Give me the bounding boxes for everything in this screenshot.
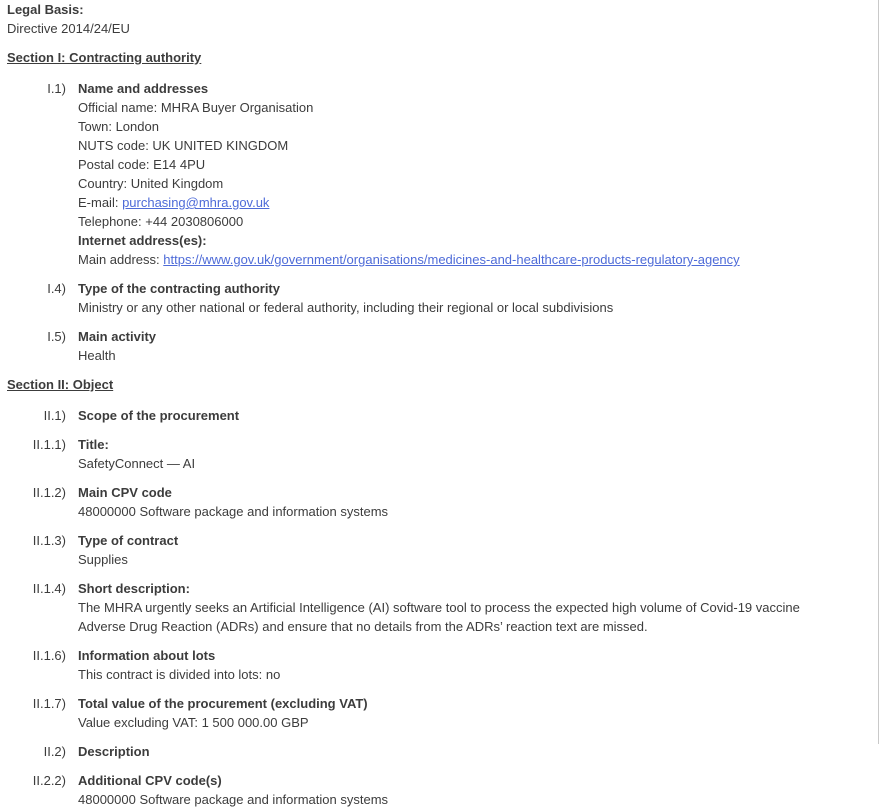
- email-label: E-mail:: [78, 195, 123, 210]
- town-line: Town: London: [78, 119, 159, 134]
- item-number: II.1.1): [32, 437, 66, 452]
- item-heading: Type of the contracting authority: [78, 281, 280, 296]
- email-link[interactable]: purchasing@mhra.gov.uk: [122, 195, 270, 210]
- internet-addresses-heading: Internet address(es):: [78, 233, 207, 248]
- item-number: II.1.3): [32, 533, 66, 548]
- item-heading: Name and addresses: [78, 81, 209, 96]
- item-value: Health: [78, 348, 116, 363]
- item-i1-name-and-addresses: [7, 79, 848, 269]
- item-heading: Main CPV code: [78, 485, 172, 500]
- official-name-line: Official name: MHRA Buyer Organisation: [78, 100, 314, 115]
- item-number: II.1.6): [32, 648, 66, 663]
- main-address-label: Main address:: [78, 252, 164, 267]
- item-ii13-type-of-contract: [7, 531, 848, 569]
- item-value: Ministry or any other national or federal authority, including their regional or local subdivisions: [78, 300, 614, 315]
- item-value: Value excluding VAT: 1 500 000.00 GBP: [78, 715, 309, 730]
- legal-basis-block: [7, 0, 848, 38]
- section-title-object: Section II: Object: [7, 377, 114, 392]
- item-heading: Main activity: [78, 329, 157, 344]
- item-value: 48000000 Software package and information systems: [78, 504, 389, 519]
- main-address-link[interactable]: https://www.gov.uk/government/organisations/medicines-and-healthcare-products-regulatory-agency: [163, 252, 740, 267]
- section-title-contracting-authority: Section I: Contracting authority: [7, 50, 202, 65]
- item-ii12-main-cpv-code: [7, 483, 848, 521]
- item-ii14-short-description: [7, 579, 848, 636]
- item-ii11-title: [7, 435, 848, 473]
- item-value: This contract is divided into lots: no: [78, 667, 281, 682]
- item-ii17-total-value: [7, 694, 848, 732]
- item-number: II.2): [43, 744, 66, 759]
- item-ii1-scope: [7, 406, 848, 425]
- item-ii22-additional-cpv-codes: [7, 771, 848, 809]
- legal-basis-value: Directive 2014/24/EU: [7, 21, 130, 36]
- item-value: 48000000 Software package and information systems: [78, 792, 389, 807]
- item-heading: Information about lots: [78, 648, 216, 663]
- item-heading: Additional CPV code(s): [78, 773, 222, 788]
- telephone-line: Telephone: +44 2030806000: [78, 214, 244, 229]
- item-number: I.1): [47, 81, 66, 96]
- item-ii2-description: [7, 742, 848, 761]
- item-ii16-information-about-lots: [7, 646, 848, 684]
- main-address-line: [78, 250, 840, 269]
- item-value: Supplies: [78, 552, 128, 567]
- item-i4-type-of-contracting-authority: [7, 279, 848, 317]
- postal-code-line: Postal code: E14 4PU: [78, 157, 206, 172]
- email-line: [78, 193, 840, 212]
- item-heading: Title:: [78, 437, 109, 452]
- item-i5-main-activity: [7, 327, 848, 365]
- item-number: I.5): [47, 329, 66, 344]
- item-heading: Scope of the procurement: [78, 408, 240, 423]
- item-heading: Type of contract: [78, 533, 179, 548]
- item-value: The MHRA urgently seeks an Artificial Intelligence (AI) software tool to process the expected high volume of Covid-19 vaccine Adverse Drug Reaction (ADRs) and ensure that no details from the ADRs’ reaction text are missed.: [78, 600, 800, 634]
- nuts-code-line: NUTS code: UK UNITED KINGDOM: [78, 138, 289, 153]
- legal-basis-label: Legal Basis:: [7, 2, 84, 17]
- item-number: I.4): [47, 281, 66, 296]
- item-number: II.1.7): [32, 696, 66, 711]
- item-heading: Description: [78, 744, 150, 759]
- item-number: II.1.4): [32, 581, 66, 596]
- item-number: II.1): [43, 408, 66, 423]
- item-number: II.2.2): [32, 773, 66, 788]
- country-line: Country: United Kingdom: [78, 176, 224, 191]
- item-number: II.1.2): [32, 485, 66, 500]
- item-heading: Total value of the procurement (excluding VAT): [78, 696, 368, 711]
- item-value: SafetyConnect — AI: [78, 456, 196, 471]
- item-heading: Short description:: [78, 581, 190, 596]
